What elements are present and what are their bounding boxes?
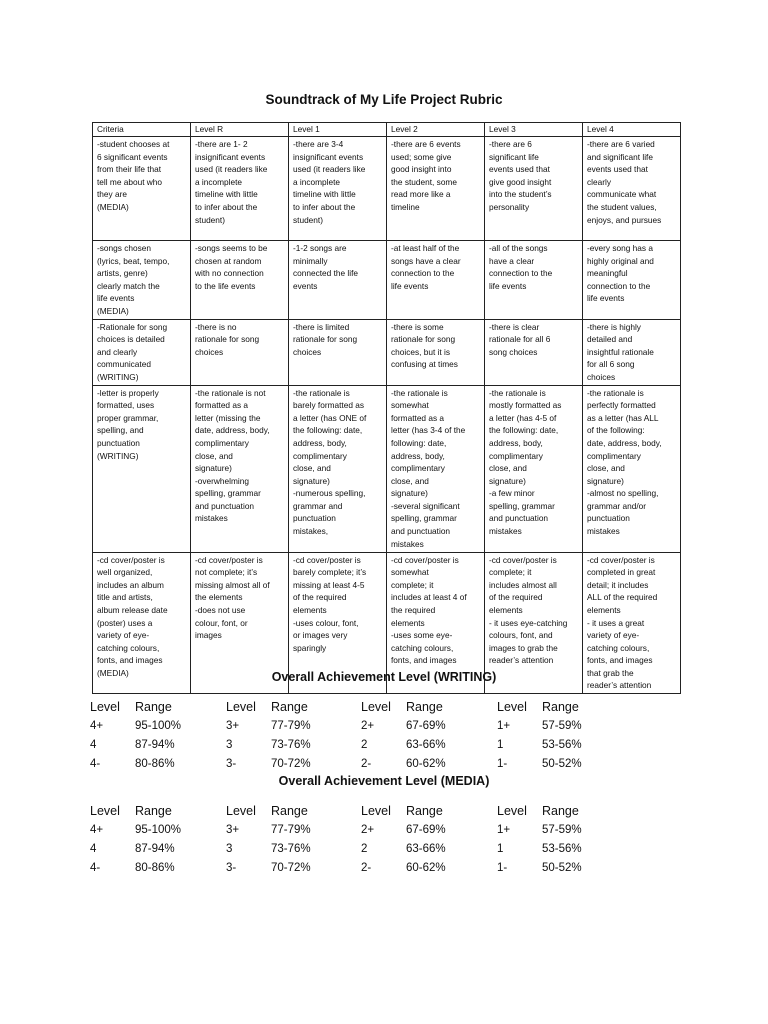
range-value: 67-69% <box>406 824 446 836</box>
media-achievement-heading: Overall Achievement Level (MEDIA) <box>278 774 490 788</box>
level-value: 1+ <box>497 720 511 732</box>
rubric-cell: -every song has a highly original and meaningful connection to the life events <box>583 241 681 320</box>
level-header: Level <box>226 804 256 818</box>
range-value: 73-76% <box>271 843 311 855</box>
rubric-cell: -there are 6 significant life events used that give good insight into the student’s personality <box>485 137 583 241</box>
rubric-criteria-cell: -letter is properly formatted, uses proper grammar, spelling, and punctuation (WRITING) <box>93 385 191 552</box>
rubric-cell: -there is no rationale for song choices <box>191 319 289 385</box>
rubric-cell: -the rationale is not formatted as a letter (missing the date, address, body, complimentary close, and signature) -overwhelming spelling, grammar and punctuation mistakes <box>191 385 289 552</box>
rubric-cell: -there are 1- 2 insignificant events used (it readers like a incomplete timeline with little to infer about the student) <box>191 137 289 241</box>
level-header: Level <box>90 804 120 818</box>
rubric-cell: -there are 6 varied and significant life events used that clearly communicate what the student values, enjoys, and pursues <box>583 137 681 241</box>
level-header: Level <box>226 700 256 714</box>
table-row <box>93 241 681 320</box>
range-header: Range <box>135 804 172 818</box>
rubric-cell: -there is highly detailed and insightful rationale for all 6 song choices <box>583 319 681 385</box>
level-value: 4- <box>90 758 101 770</box>
rubric-cell: -there are 6 events used; some give good insight into the student, some read more like a timeline <box>387 137 485 241</box>
level-value: 2- <box>361 862 372 874</box>
level-value: 3 <box>226 843 233 855</box>
rubric-cell: -there are 3-4 insignificant events used (it readers like a incomplete timeline with little to infer about the student) <box>289 137 387 241</box>
level-value: 4 <box>90 739 97 751</box>
writing-achievement-heading: Overall Achievement Level (WRITING) <box>271 670 497 684</box>
level-header: Level <box>497 804 527 818</box>
rubric-header-level-r: Level R <box>191 123 289 137</box>
table-row <box>93 385 681 552</box>
level-header: Level <box>361 804 391 818</box>
range-header: Range <box>542 804 579 818</box>
level-value: 2+ <box>361 824 375 836</box>
level-value: 3+ <box>226 720 240 732</box>
level-value: 1+ <box>497 824 511 836</box>
rubric-cell: -the rationale is somewhat formatted as a letter (has 3-4 of the following: date, address, body, complimentary close, and signature) -several significant spelling, grammar and punctuation mistakes <box>387 385 485 552</box>
range-value: 77-79% <box>271 720 311 732</box>
range-value: 87-94% <box>135 843 175 855</box>
range-value: 50-52% <box>542 758 582 770</box>
rubric-cell: -1-2 songs are minimally connected the life events <box>289 241 387 320</box>
range-value: 95-100% <box>135 824 182 836</box>
level-value: 4- <box>90 862 101 874</box>
rubric-header-level-4: Level 4 <box>583 123 681 137</box>
range-value: 60-62% <box>406 758 446 770</box>
range-header: Range <box>542 700 579 714</box>
level-header: Level <box>497 700 527 714</box>
level-value: 1 <box>497 843 504 855</box>
range-value: 73-76% <box>271 739 311 751</box>
range-value: 50-52% <box>542 862 582 874</box>
rubric-cell: -cd cover/poster is somewhat complete; it includes at least 4 of the required elements -uses some eye- catching colours, fonts, and images <box>387 552 485 694</box>
rubric-cell: -the rationale is barely formatted as a letter (has ONE of the following: date, address, body, complimentary close, and signature) -numerous spelling, grammar and punctuation mistakes, <box>289 385 387 552</box>
range-value: 87-94% <box>135 739 175 751</box>
level-value: 1- <box>497 758 508 770</box>
table-row <box>93 319 681 385</box>
level-header: Level <box>361 700 391 714</box>
range-value: 63-66% <box>406 843 446 855</box>
range-header: Range <box>406 700 443 714</box>
rubric-header-level-1: Level 1 <box>289 123 387 137</box>
range-value: 80-86% <box>135 758 175 770</box>
rubric-criteria-cell: -songs chosen (lyrics, beat, tempo, artists, genre) clearly match the life events (MEDIA) <box>93 241 191 320</box>
range-header: Range <box>271 804 308 818</box>
rubric-cell: -there is some rationale for song choices, but it is confusing at times <box>387 319 485 385</box>
rubric-table <box>92 122 681 694</box>
range-header: Range <box>271 700 308 714</box>
range-value: 80-86% <box>135 862 175 874</box>
level-value: 4+ <box>90 720 104 732</box>
rubric-header-row <box>93 123 681 137</box>
rubric-cell: -there is limited rationale for song choices <box>289 319 387 385</box>
level-value: 4+ <box>90 824 104 836</box>
range-value: 77-79% <box>271 824 311 836</box>
rubric-criteria-cell: -cd cover/poster is well organized, includes an album title and artists, album release date (poster) uses a variety of eye- catching colours, fonts, and images (MEDIA) <box>93 552 191 694</box>
rubric-header-level-3: Level 3 <box>485 123 583 137</box>
rubric-cell: -cd cover/poster is complete; it includes almost all of the required elements - it uses eye-catching colours, font, and images to grab the reader’s attention <box>485 552 583 694</box>
range-value: 60-62% <box>406 862 446 874</box>
rubric-cell: -at least half of the songs have a clear connection to the life events <box>387 241 485 320</box>
rubric-header-level-2: Level 2 <box>387 123 485 137</box>
rubric-cell: -songs seems to be chosen at random with no connection to the life events <box>191 241 289 320</box>
range-header: Range <box>135 700 172 714</box>
level-header: Level <box>90 700 120 714</box>
rubric-cell: -the rationale is perfectly formatted as a letter (has ALL of the following: date, address, body, complimentary close, and signature) -almost no spelling, grammar and/or punctuation mistakes <box>583 385 681 552</box>
rubric-cell: -there is clear rationale for all 6 song choices <box>485 319 583 385</box>
range-value: 63-66% <box>406 739 446 751</box>
level-value: 4 <box>90 843 97 855</box>
level-value: 3- <box>226 862 237 874</box>
range-value: 53-56% <box>542 843 582 855</box>
level-value: 3+ <box>226 824 240 836</box>
range-header: Range <box>406 804 443 818</box>
level-value: 3 <box>226 739 233 751</box>
rubric-cell: -cd cover/poster is not complete; it’s missing almost all of the elements -does not use colour, font, or images <box>191 552 289 694</box>
level-value: 1- <box>497 862 508 874</box>
level-value: 2- <box>361 758 372 770</box>
level-value: 1 <box>497 739 504 751</box>
range-value: 57-59% <box>542 824 582 836</box>
range-value: 70-72% <box>271 758 311 770</box>
range-value: 57-59% <box>542 720 582 732</box>
rubric-cell: -cd cover/poster is barely complete; it’s missing at least 4-5 of the required elements -uses colour, font, or images very sparingly <box>289 552 387 694</box>
range-value: 95-100% <box>135 720 182 732</box>
level-value: 2 <box>361 843 368 855</box>
rubric-cell: -cd cover/poster is completed in great detail; it includes ALL of the required elements - it uses a great variety of eye- catching colours, fonts, and images that grab the reader’s attention <box>583 552 681 694</box>
rubric-criteria-cell: -Rationale for song choices is detailed and clearly communicated (WRITING) <box>93 319 191 385</box>
level-value: 2+ <box>361 720 375 732</box>
page-title: Soundtrack of My Life Project Rubric <box>265 92 503 107</box>
range-value: 67-69% <box>406 720 446 732</box>
range-value: 53-56% <box>542 739 582 751</box>
level-value: 3- <box>226 758 237 770</box>
rubric-cell: -the rationale is mostly formatted as a letter (has 4-5 of the following: date, address, body, complimentary close, and signature) -a few minor spelling, grammar and punctuation mistakes <box>485 385 583 552</box>
rubric-cell: -all of the songs have a clear connection to the life events <box>485 241 583 320</box>
table-row <box>93 137 681 241</box>
level-value: 2 <box>361 739 368 751</box>
range-value: 70-72% <box>271 862 311 874</box>
rubric-criteria-cell: -student chooses at 6 significant events from their life that tell me about who they are (MEDIA) <box>93 137 191 241</box>
rubric-header-criteria: Criteria <box>93 123 191 137</box>
